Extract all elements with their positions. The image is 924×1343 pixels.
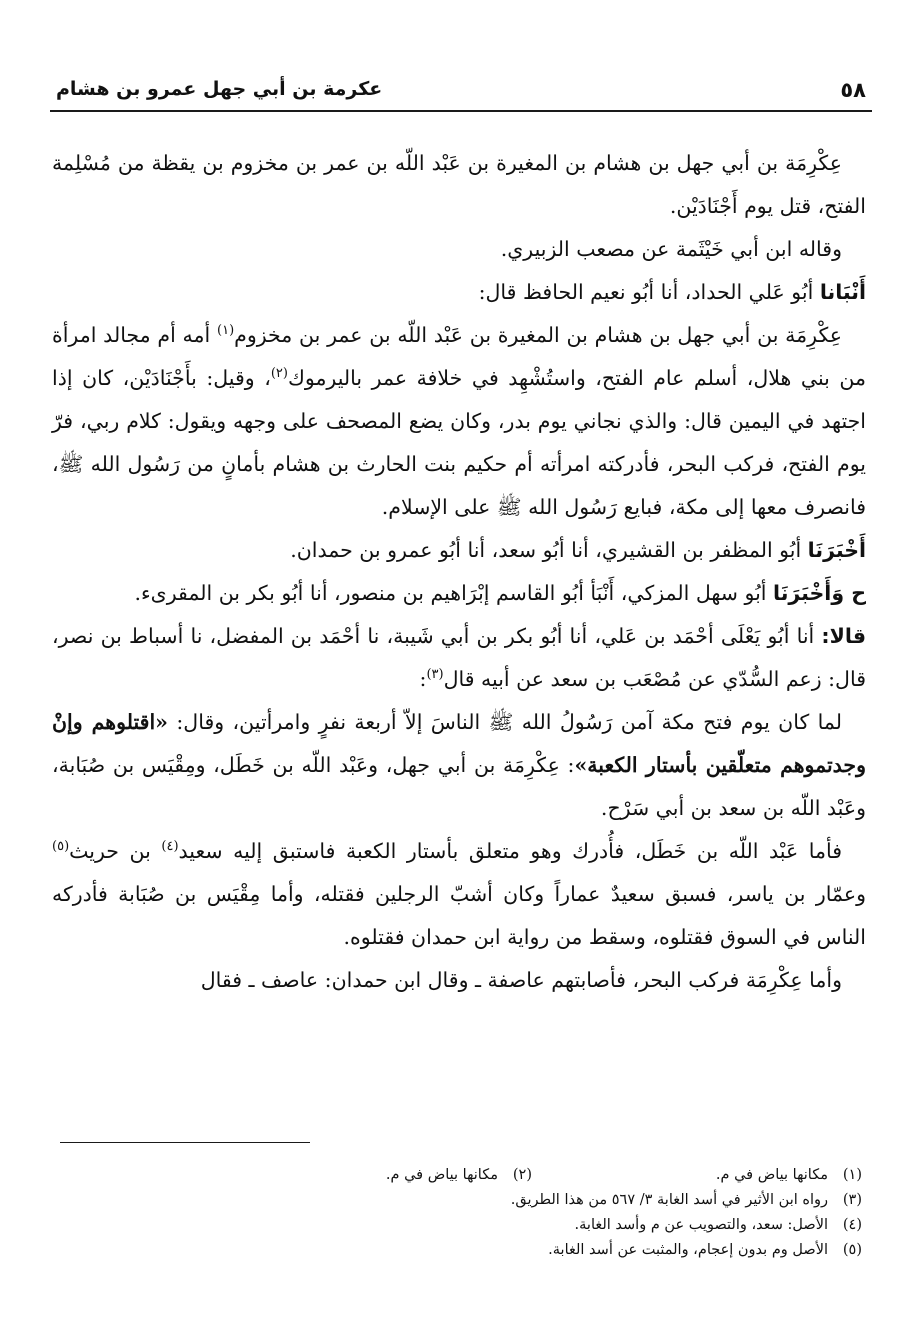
footnote-number: (٣) <box>842 1192 862 1208</box>
footnote-separator <box>60 1142 310 1143</box>
footnote <box>58 1213 862 1238</box>
footnote-ref: (٣) <box>426 667 444 683</box>
footnote-text: مكانها بياض في م. <box>715 1167 828 1183</box>
footnote <box>58 1188 862 1213</box>
paragraph <box>52 830 866 959</box>
paragraph-text: أنا أبُو يَعْلَى أحْمَد بن عَلي، أنا أبُو بكر بن أبي شَيبة، نا أحْمَد بن المفضل، نا أسباط بن نصر، قال: زعم السُّدّي عن مُصْعَب بن سعد عن أبيه قال <box>52 624 866 691</box>
isnad-paragraph <box>52 572 866 615</box>
paragraph-text: ، وقيل: بأَجْنَادَيْن، كان إذا اجتهد في اليمين قال: والذي نجاني يوم بدر، وكان يضع المصحف على وجهه ويقول: كلام ربي، فرّ يوم الفتح، فركب البحر، فأدركته امرأته أم حكيم بنت الحارث بن هشام بأمانٍ من رَسُول الله ﷺ، فانصرف معها إلى مكة، فبايع رَسُول الله ﷺ على الإسلام. <box>52 366 866 519</box>
footnote <box>58 1238 862 1263</box>
paragraph <box>52 959 866 1002</box>
footnote-number: (٢) <box>512 1167 532 1183</box>
paragraph-text: وعمّار بن ياسر، فسبق سعيدٌ عماراً وكان أشبّ الرجلين فقتله، وأما مِقْيَس بن صُبَابة فأدركه الناس في السوق فقتلوه، وسقط من رواية ابن حمدان فقتلوه. <box>52 882 866 949</box>
main-text <box>52 142 866 1002</box>
hadith-quote: «اقتلوهم وإنْ وجدتموهم متعلّقين بأستار الكعبة» <box>52 710 866 777</box>
footnote-ref: (١) <box>217 323 235 339</box>
footnote-text: رواه ابن الأثير في أسد الغابة ٣/ ٥٦٧ من هذا الطريق. <box>510 1192 828 1208</box>
paragraph-text: أبُو المظفر بن القشيري، أنا أبُو سعد، أنا أبُو عمرو بن حمدان. <box>290 538 808 562</box>
paragraph-text: : <box>419 667 427 691</box>
paragraph-text: : عِكْرِمَة بن أبي جهل، وعَبْد اللّه بن خَطَل، ومِقْيَس بن صُبَابة، وعَبْد اللّه بن سعد بن أبي سَرْح. <box>52 753 866 820</box>
footnote-text: الأصل: سعد، والتصويب عن م وأسد الغابة. <box>574 1217 828 1233</box>
footnote-number: (٥) <box>842 1242 862 1258</box>
paragraph-text: لما كان يوم فتح مكة آمن رَسُولُ الله ﷺ الناسَ إلاّ أربعة نفرٍ وامرأتين، وقال: <box>168 710 842 734</box>
isnad-paragraph <box>52 529 866 572</box>
footnote-number: (١) <box>842 1167 862 1183</box>
paragraph-text: وأما عِكْرِمَة فركب البحر، فأصابتهم عاصفة ـ وقال ابن حمدان: عاصف ـ فقال <box>200 968 842 992</box>
paragraph-text: أبُو عَلي الحداد، أنا أبُو نعيم الحافظ قال: <box>478 280 820 304</box>
transmission-keyword: ح وَأَخْبَرَنَا <box>773 581 866 605</box>
paragraph <box>52 142 866 228</box>
footnote-text: الأصل وم بدون إعجام، والمثبت عن أسد الغابة. <box>548 1242 828 1258</box>
paragraph-text: أمه أم مجالد امرأة من بني هلال، أسلم عام الفتح، واستُشْهِد في خلافة عمر باليرموك <box>52 323 866 390</box>
paragraph <box>52 314 866 529</box>
footnote <box>386 1163 532 1188</box>
transmission-keyword: أَخْبَرَنَا <box>807 538 866 562</box>
paragraph-text: فأما عَبْد اللّه بن خَطَل، فأُدرك وهو متعلق بأستار الكعبة فاستبق إليه سعيد <box>178 839 842 863</box>
footnote-text: مكانها بياض في م. <box>385 1167 498 1183</box>
paragraph-text: عِكْرِمَة بن أبي جهل بن هشام بن المغيرة بن عَبْد اللّه بن عمر بن مخزوم بن يقظة من مُسْلِمة الفتح، قتل يوم أَجْنَادَيْن. <box>52 151 866 218</box>
footnotes <box>58 1163 862 1263</box>
footnote-ref: (٢) <box>270 366 288 382</box>
page-header <box>50 70 872 112</box>
transmission-keyword: أَنْبَانا <box>819 280 866 304</box>
footnote-ref: (٤) <box>161 839 179 855</box>
paragraph-text: عِكْرِمَة بن أبي جهل بن هشام بن المغيرة بن عَبْد اللّه بن عمر بن مخزوم <box>234 323 842 347</box>
page-number: ٥٨ <box>840 78 866 102</box>
footnote-ref: (٥) <box>52 839 70 855</box>
footnote-row <box>58 1163 862 1188</box>
paragraph-text: وقاله ابن أبي خَيْثَمة عن مصعب الزبيري. <box>500 237 842 261</box>
paragraph <box>52 228 866 271</box>
paragraph-text: بن حريث <box>69 839 162 863</box>
paragraph-text: أبُو سهل المزكي، أَنْبَأ أبُو القاسم إبْرَاهيم بن منصور، أنا أبُو بكر بن المقرىء. <box>134 581 774 605</box>
running-title: عكرمة بن أبي جهل عمرو بن هشام <box>56 78 383 100</box>
isnad-paragraph <box>52 615 866 701</box>
paragraph <box>52 701 866 830</box>
isnad-paragraph <box>52 271 866 314</box>
footnote <box>532 1163 862 1188</box>
transmission-keyword: قالا: <box>821 624 866 648</box>
footnote-number: (٤) <box>842 1217 862 1233</box>
